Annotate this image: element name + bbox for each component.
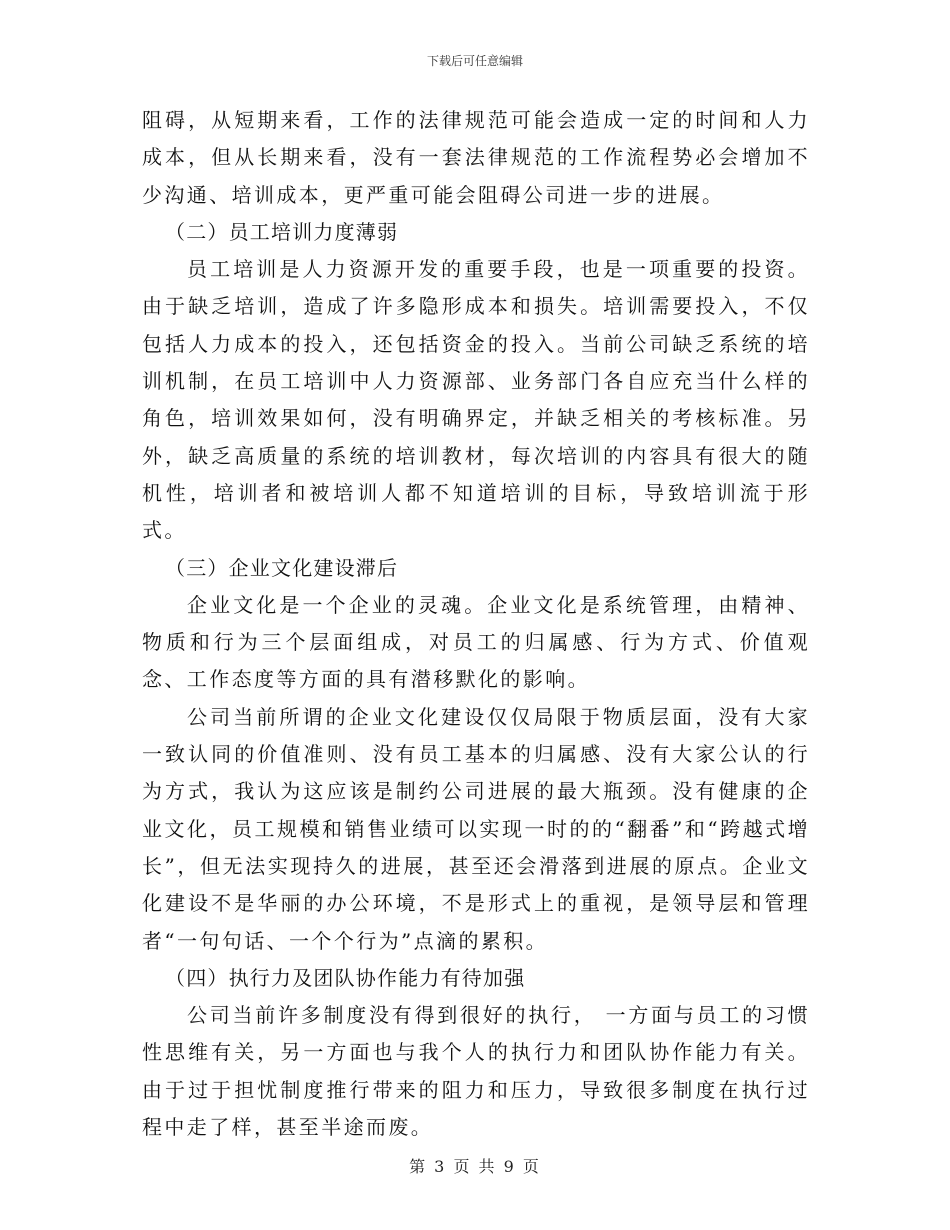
paragraph-continuation: 阻碍，从短期来看，工作的法律规范可能会造成一定的时间和人力成本，但从长期来看，没有一套法律规范的工作流程势必会增加不少沟通、培训成本，更严重可能会阻碍公司进一步的进展。	[142, 108, 810, 207]
section-heading-2: （二）员工培训力度薄弱	[165, 219, 399, 244]
paragraph-culture-detail: 公司当前所谓的企业文化建设仅仅局限于物质层面，没有大家一致认同的价值准则、没有员工基本的归属感、没有大家公认的行为方式，我认为这应该是制约公司进展的最大瓶颈。没有健康的企业文化，员工规模和销售业绩可以实现一时的的“翻番”和“跨越式增长”，但无法实现持久的进展，甚至还会滑落到进展的原点。企业文化建设不是华丽的办公环境，不是形式上的重视，是领导层和管理者“一句句话、一个个行为”点滴的累积。	[142, 704, 810, 953]
section-heading-4: （四）执行力及团队协作能力有待加强	[165, 965, 526, 990]
page-number-footer: 第 3 页 共 9 页	[409, 1157, 541, 1176]
page-header-note: 下载后可任意编辑	[426, 54, 523, 68]
paragraph-training: 员工培训是人力资源开发的重要手段，也是一项重要的投资。由于缺乏培训，造成了许多隐形成本和损失。培训需要投入，不仅包括人力成本的投入，还包括资金的投入。当前公司缺乏系统的培训机制，在员工培训中人力资源部、业务部门各自应充当什么样的角色，培训效果如何，没有明确界定，并缺乏相关的考核标准。另外，缺乏高质量的系统的培训教材，每次培训的内容具有很大的随机性，培训者和被培训人都不知道培训的目标，导致培训流于形式。	[142, 257, 810, 543]
paragraph-culture-intro: 企业文化是一个企业的灵魂。企业文化是系统管理，由精神、物质和行为三个层面组成，对员工的归属感、行为方式、价值观念、工作态度等方面的具有潜移默化的影响。	[142, 592, 810, 692]
document-body	[142, 102, 810, 1146]
paragraph-execution: 公司当前许多制度没有得到很好的执行， 一方面与员工的习惯性思维有关，另一方面也与我个人的执行力和团队协作能力有关。由于过于担忧制度推行带来的阻力和压力，导致很多制度在执行过程中走了样，甚至半途而废。	[142, 1003, 810, 1140]
section-heading-3: （三）企业文化建设滞后	[165, 555, 399, 580]
